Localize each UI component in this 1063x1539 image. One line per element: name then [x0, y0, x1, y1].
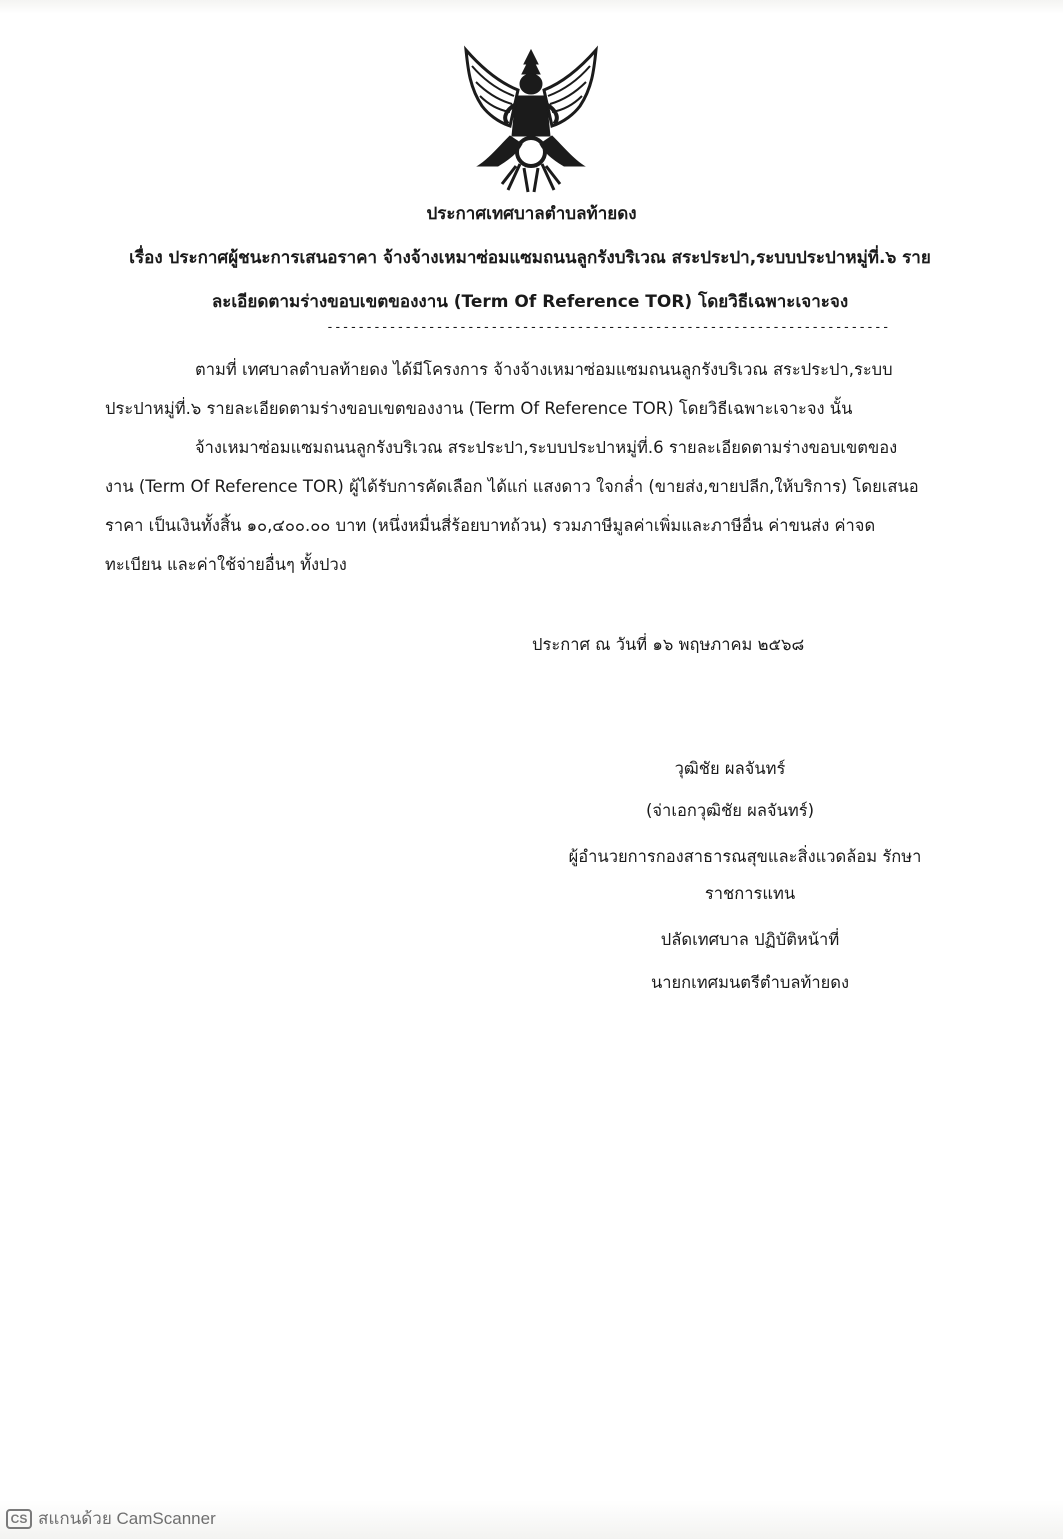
- signature-name: วุฒิชัย ผลจันทร์: [674, 759, 786, 778]
- paragraph-award-line-3: ราคา เป็นเงินทั้งสิ้น ๑๐,๔๐๐.๐๐ บาท (หนึ่งหมื่นสี่ร้อยบาทถ้วน) รวมภาษีมูลค่าเพิ่มและภาษีอื่น ค่าขนส่ง ค่าจด: [105, 516, 876, 535]
- subject-block: [90, 236, 970, 324]
- paragraph-intro-line-2: ประปาหมู่ที่.๖ รายละเอียดตามร่างขอบเขตของงาน (Term Of Reference TOR) โดยวิธีเฉพาะเจาะจง นั้น: [105, 399, 853, 418]
- document-title: ประกาศเทศบาลตำบลท้ายดง: [426, 204, 637, 224]
- subject-line-1: เรื่อง ประกาศผู้ชนะการเสนอราคา จ้างจ้างเหมาซ่อมแซมถนนลูกรังบริเวณ สระประปา,ระบบประปาหมู่ที่.๖ ราย: [129, 248, 931, 268]
- signature-position-1: ผู้อำนวยการกองสาธารณสุขและสิ่งแวดล้อม รักษา: [568, 847, 922, 866]
- paragraph-intro: [105, 350, 945, 428]
- announcement-date: ประกาศ ณ วันที่ ๑๖ พฤษภาคม ๒๕๖๘: [532, 635, 805, 654]
- paragraph-award-line-1: จ้างเหมาซ่อมแซมถนนลูกรังบริเวณ สระประปา,ระบบประปาหมู่ที่.6 รายละเอียดตามร่างขอบเขตของ: [195, 438, 898, 457]
- signature-full-name: (จ่าเอกวุฒิชัย ผลจันทร์): [645, 801, 815, 820]
- paragraph-award: [105, 428, 945, 584]
- paragraph-award-line-4: ทะเบียน และค่าใช้จ่ายอื่นๆ ทั้งปวง: [105, 555, 347, 574]
- camscanner-watermark: [6, 1505, 216, 1532]
- subject-line-2: ละเอียดตามร่างขอบเขตของงาน (Term Of Reference TOR) โดยวิธีเฉพาะเจาะจง: [211, 292, 849, 312]
- signature-position-3: ปลัดเทศบาล ปฏิบัติหน้าที่: [660, 930, 840, 949]
- camscanner-text: สแกนด้วย CamScanner: [38, 1509, 216, 1528]
- paragraph-award-line-2: งาน (Term Of Reference TOR) ผู้ได้รับการคัดเลือก ได้แก่ แสงดาว ใจกล่ำ (ขายส่ง,ขายปลีก,ให้บริการ) โดยเสนอ: [105, 477, 919, 496]
- paragraph-intro-line-1: ตามที่ เทศบาลตำบลท้ายดง ได้มีโครงการ จ้างจ้างเหมาซ่อมแซมถนนลูกรังบริเวณ สระประปา,ระบบ: [195, 360, 893, 379]
- divider-line: ------------------------------------------------------------------------: [326, 320, 890, 335]
- signature-position-2: ราชการแทน: [704, 884, 796, 903]
- garuda-emblem-icon: [458, 44, 604, 196]
- signature-position-4: นายกเทศมนตรีตำบลท้ายดง: [650, 973, 850, 992]
- camscanner-logo-icon: CS: [6, 1509, 32, 1529]
